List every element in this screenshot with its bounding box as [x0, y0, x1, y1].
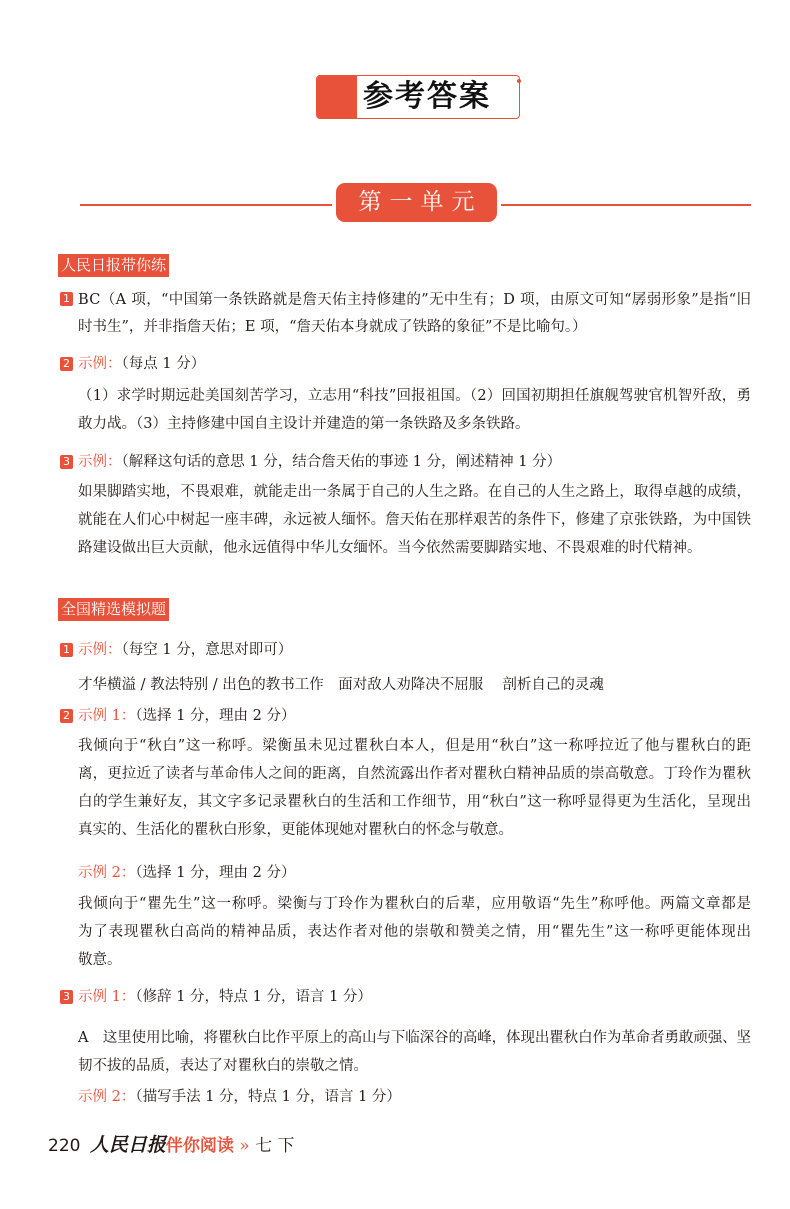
example-heading: [78, 452, 561, 472]
scoring-note: （描写手法 1 分，特点 1 分，语言 1 分）: [135, 1089, 401, 1105]
answer-line: 离，更拉近了读者与革命伟人之间的距离，自然流露出作者对瞿秋白精神品质的崇高敬意。丁玲作为瞿秋: [78, 766, 752, 782]
question-number: 2: [60, 709, 73, 723]
grade-label: 七 下: [255, 1136, 295, 1156]
answer-line: BC（A 项，“中国第一条铁路就是詹天佑主持修建的”无中生有；D 项，由原文可知“孱弱形象”是指“旧: [78, 292, 752, 308]
unit-banner: 第一单元: [336, 183, 497, 222]
example-heading: [78, 640, 292, 660]
answer-line: 白的学生兼好友，其文字多记录瞿秋白的生活和工作细节，用“秋白”这一称呼显得更为生活化，呈现出: [78, 794, 752, 810]
title-accent-block: [317, 76, 357, 118]
answer-line: 我倾向于“瞿先生”这一称呼。梁衡与丁玲作为瞿秋白的后辈，应用敬语“先生”称呼他。两篇文章都是: [78, 896, 752, 912]
example-label: 示例 2：: [78, 865, 136, 881]
divider-left: [80, 204, 332, 206]
question-number: 3: [60, 990, 73, 1004]
answer-line: 敬意。: [78, 952, 122, 968]
answer-line: 时书生”，并非指詹天佑；E 项，“詹天佑本身就成了铁路的象征”不是比喻句。）: [78, 319, 587, 335]
arrow-icon: »: [239, 1136, 250, 1156]
page-footer: [48, 1133, 295, 1158]
scoring-note: （修辞 1 分，特点 1 分，语言 1 分）: [135, 989, 372, 1005]
example-heading: [78, 863, 295, 883]
answer-line: 如果脚踏实地，不畏艰难，就能走出一条属于自己的人生之路。在自己的人生之路上，取得卓越的成绩，: [78, 484, 752, 500]
example-label: 示例 1：: [78, 708, 136, 724]
answer-line: 敢力战。（3）主持修建中国自主设计并建造的第一条铁路及多条铁路。: [78, 416, 530, 432]
page-title: 参考答案: [363, 79, 491, 114]
example-label: 示例 1：: [78, 989, 136, 1005]
example-heading: [78, 354, 205, 374]
answer-line: （1）求学时期远赴美国刻苦学习，立志用“科技”回报祖国。（2）回国初期担任旗舰驾驶官机智歼敌，勇: [78, 388, 752, 404]
brand-logo: 人民日报: [89, 1134, 166, 1156]
answer-line: 就能在人们心中树起一座丰碑，永远被人缅怀。詹天佑在那样艰苦的条件下，修建了京张铁路，为中国铁: [78, 512, 752, 528]
scoring-note: （解释这句话的意思 1 分，结合詹天佑的事迹 1 分，阐述精神 1 分）: [121, 454, 562, 470]
answer-line: A 这里使用比喻，将瞿秋白比作平原上的高山与下临深谷的高峰，体现出瞿秋白作为革命者勇敢顽强、坚: [78, 1030, 751, 1046]
scoring-note: （选择 1 分，理由 2 分）: [135, 865, 296, 881]
answer-line: 为了表现瞿秋白高尚的精神品质，表达作者对他的崇敬和赞美之情，用“瞿先生”这一称呼更能体现出: [78, 924, 752, 940]
example-label: 示例：: [78, 356, 122, 372]
answer-line: 路建设做出巨大贡献，他永远值得中华儿女缅怀。当今依然需要脚踏实地、不畏艰难的时代精神。: [78, 540, 702, 556]
question-number: 1: [60, 292, 73, 306]
example-heading: [78, 706, 295, 726]
example-label: 示例：: [78, 454, 122, 470]
scoring-note: （每空 1 分，意思对即可）: [121, 642, 293, 658]
example-label: 示例 2：: [78, 1089, 136, 1105]
example-heading: [78, 987, 372, 1007]
answer-line: 真实的、生活化的瞿秋白形象，更能体现她对瞿秋白的怀念与敬意。: [78, 822, 513, 838]
section-header: 人民日报带你练: [58, 254, 169, 277]
answer-line: 才华横溢 / 教法特别 / 出色的教书工作 面对敌人劝降决不屈服 剖析自己的灵魂: [78, 677, 604, 693]
example-heading: [78, 1087, 401, 1107]
scoring-note: （选择 1 分，理由 2 分）: [135, 708, 296, 724]
scoring-note: （每点 1 分）: [121, 356, 206, 372]
answer-line: 我倾向于“秋白”这一称呼。梁衡虽未见过瞿秋白本人，但是用“秋白”这一称呼拉近了他与瞿秋白的距: [78, 738, 752, 754]
page-title-box: [316, 75, 520, 119]
question-number: 2: [60, 357, 73, 371]
section-header: 全国精选模拟题: [58, 598, 169, 621]
question-number: 1: [60, 643, 73, 657]
page-number: 220: [48, 1136, 81, 1156]
title-dot: [517, 79, 521, 83]
divider-right: [501, 204, 751, 206]
series-name: 伴你阅读: [165, 1136, 234, 1156]
answer-line: 韧不拔的品质，表达了对瞿秋白的崇敬之情。: [78, 1058, 368, 1074]
question-number: 3: [60, 455, 73, 469]
example-label: 示例：: [78, 642, 122, 658]
